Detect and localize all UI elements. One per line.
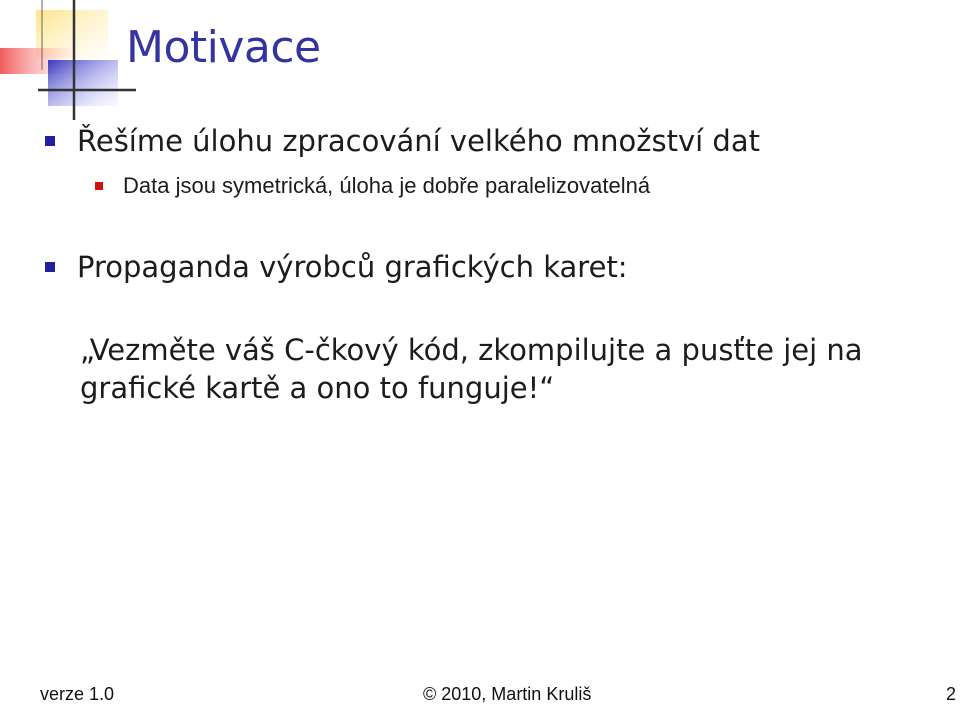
square-bullet-icon: [95, 182, 103, 190]
bullet-item-2: [45, 250, 628, 284]
quote-text: „Vezměte váš C-čkový kód, zkompilujte a pusťte jej na grafické kartě a ono to funguje!“: [80, 333, 863, 405]
bullet-text: Propaganda výrobců grafických karet:: [77, 250, 628, 284]
sub-bullet-text: Data jsou symetrická, úloha je dobře paralelizovatelná: [123, 173, 651, 198]
footer-copyright: © 2010, Martin Kruliš: [423, 684, 592, 704]
sub-bullet-item-1: [95, 173, 650, 199]
bullet-text: Řešíme úlohu zpracování velkého množství dat: [77, 124, 760, 158]
bullet-item-1: [45, 124, 760, 158]
square-bullet-icon: [45, 136, 55, 146]
footer-page-number: 2: [946, 684, 957, 704]
corner-decoration-logo: [0, 0, 140, 120]
footer-version: verze 1.0: [40, 684, 115, 704]
slide-title: Motivace: [126, 22, 321, 73]
square-bullet-icon: [45, 262, 55, 272]
